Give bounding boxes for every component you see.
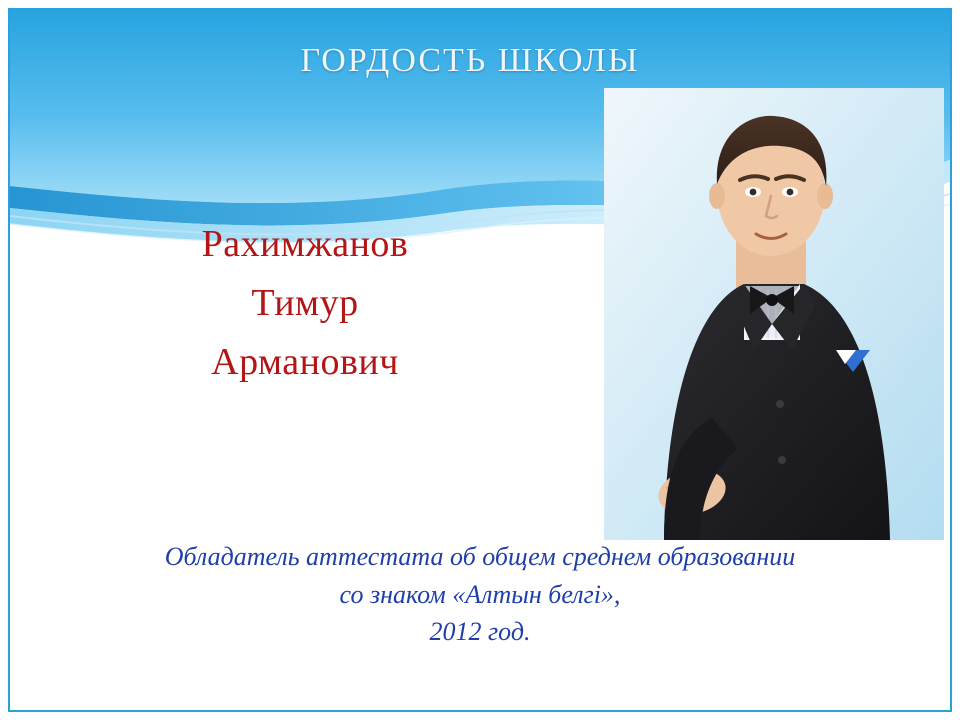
portrait-photo-icon [604, 88, 944, 540]
caption-line-2: со знаком «Алтын белгі», [339, 579, 621, 609]
caption-line-3: 2012 год. [429, 617, 531, 647]
award-caption [60, 538, 900, 651]
name-line-firstname: Тимур [251, 281, 359, 324]
caption-line-1: Обладатель аттестата об общем среднем образовании [164, 542, 796, 571]
student-photo [604, 88, 944, 540]
slide-title: ГОРДОСТЬ ШКОЛЫ [300, 42, 640, 79]
student-name [70, 215, 540, 392]
name-line-patronymic: Арманович [211, 340, 399, 383]
name-line-surname: Рахимжанов [201, 223, 409, 265]
